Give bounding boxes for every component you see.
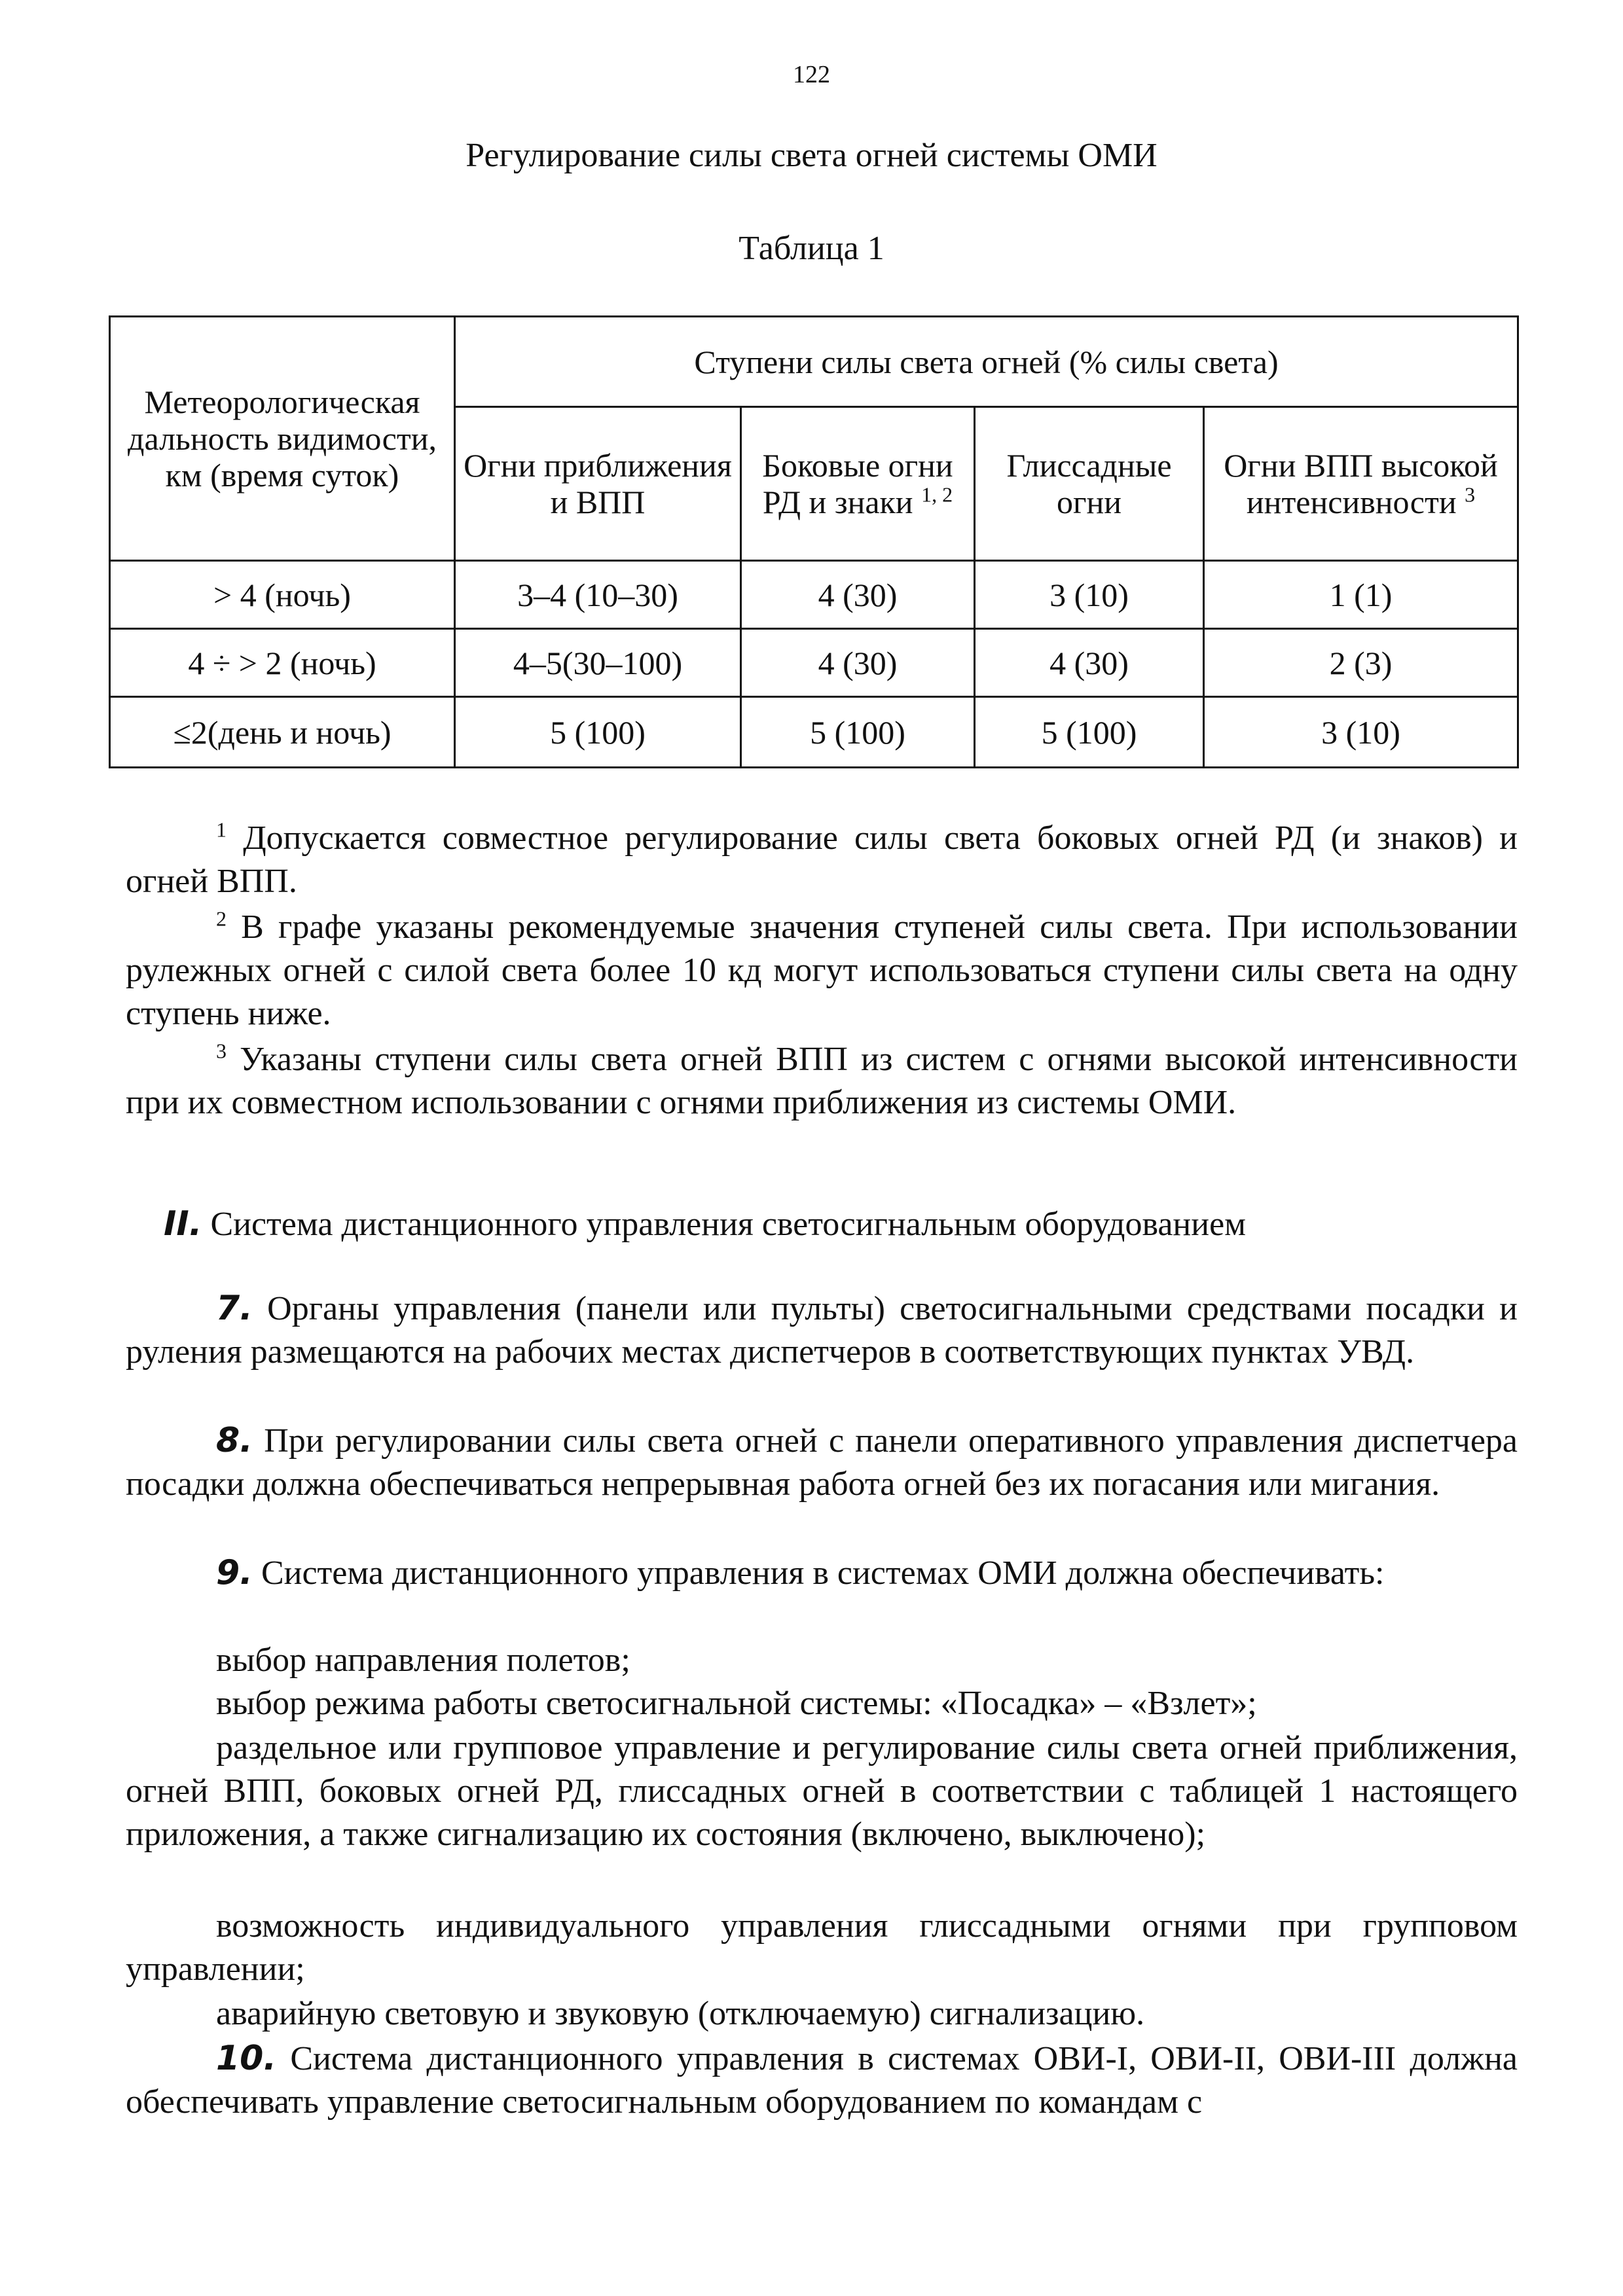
cell-glide: 3 (10) [975, 561, 1204, 629]
col-header-visibility: Метеорологическая дальность видимости, км (время суток) [110, 317, 455, 561]
cell-visibility: > 4 (ночь) [110, 561, 455, 629]
light-intensity-table [109, 315, 1519, 768]
side-lights-footnote-ref: 1, 2 [921, 482, 953, 507]
high-intensity-footnote-ref: 3 [1465, 482, 1476, 507]
list-item: возможность индивидуального управления глиссадными огнями при групповом управлении; [126, 1907, 1518, 1988]
cell-side: 5 (100) [741, 697, 975, 768]
cell-side: 4 (30) [741, 629, 975, 697]
section-number: II. [164, 1204, 202, 1244]
list-item: выбор направления полетов; [216, 1641, 630, 1679]
cell-glide: 5 (100) [975, 697, 1204, 768]
col-header-high-intensity [1204, 407, 1518, 561]
table-caption: Таблица 1 [739, 230, 884, 267]
paragraph-number: 9. [216, 1553, 253, 1592]
page-number: 122 [793, 61, 830, 88]
footnote-text: В графе указаны рекомендуемые значения ступеней силы света. При использовании рулежных огней с силой света более 10 кд могут использоваться ступени силы света на одну ступень ниже. [126, 908, 1518, 1032]
cell-high: 3 (10) [1204, 697, 1518, 768]
paragraph-8 [126, 1419, 1518, 1506]
cell-glide: 4 (30) [975, 629, 1204, 697]
footnote-2 [126, 906, 1518, 1035]
paragraph-text: При регулировании силы света огней с панели оперативного управления диспетчера посадки должна обеспечиваться непрерывная работа огней без их погасания или мигания. [126, 1422, 1518, 1503]
cell-high: 1 (1) [1204, 561, 1518, 629]
footnote-mark: 2 [216, 906, 227, 931]
table-row [110, 561, 1518, 629]
paragraph-7 [126, 1287, 1518, 1374]
list-item: раздельное или групповое управление и регулирование силы света огней приближения, огней ВПП, боковых огней РД, глиссадных огней в соответствии с таблицей 1 настоящего приложения, а также сигнализацию их состояния (включено, выключено); [126, 1729, 1518, 1853]
list-item: аварийную световую и звуковую (отключаемую) сигнализацию. [216, 1995, 1145, 2032]
paragraph-text: Органы управления (панели или пульты) светосигнальными средствами посадки и руления размещаются на рабочих местах диспетчеров в соответствующих пунктах УВД. [126, 1290, 1518, 1371]
cell-visibility: 4 ÷ > 2 (ночь) [110, 629, 455, 697]
list-item: выбор режима работы светосигнальной системы: «Посадка» – «Взлет»; [216, 1685, 1257, 1722]
side-lights-label: Боковые огни РД и знаки [762, 447, 953, 520]
paragraph-text: Система дистанционного управления в системах ОВИ-I, ОВИ-II, ОВИ-III должна обеспечивать управление светосигнальным оборудованием по командам с [126, 2040, 1518, 2121]
footnote-mark: 1 [216, 817, 227, 842]
cell-approach: 3–4 (10–30) [455, 561, 741, 629]
col-header-approach: Огни приближения и ВПП [455, 407, 741, 561]
cell-side: 4 (30) [741, 561, 975, 629]
paragraph-number: 10. [216, 2039, 277, 2078]
paragraph-number: 7. [216, 1289, 253, 1328]
paragraph-9 [126, 1551, 1518, 1595]
footnote-3 [126, 1038, 1518, 1124]
cell-approach: 5 (100) [455, 697, 741, 768]
footnote-mark: 3 [216, 1039, 227, 1063]
footnote-text: Указаны ступени силы света огней ВПП из систем с огнями высокой интенсивности при их совместном использовании с огнями приближения из системы ОМИ. [126, 1041, 1518, 1121]
high-intensity-label: Огни ВПП высокой интенсивности [1224, 447, 1498, 520]
paragraph-text: Система дистанционного управления в системах ОМИ должна обеспечивать: [261, 1554, 1385, 1592]
paragraph-number: 8. [216, 1421, 253, 1460]
table-row [110, 629, 1518, 697]
col-group-header: Ступени силы света огней (% силы света) [455, 317, 1518, 407]
cell-approach: 4–5(30–100) [455, 629, 741, 697]
cell-visibility: ≤2(день и ночь) [110, 697, 455, 768]
table-row [110, 697, 1518, 768]
footnote-1 [126, 817, 1518, 903]
col-header-side-lights [741, 407, 975, 561]
section-heading [164, 1204, 1246, 1244]
section-heading-text: Система дистанционного управления светосигнальным оборудованием [210, 1206, 1247, 1243]
col-header-glideslope: Глиссадные огни [975, 407, 1204, 561]
table-header-row [110, 317, 1518, 407]
document-title: Регулирование силы света огней системы ОМИ [465, 137, 1158, 174]
paragraph-10 [126, 2037, 1518, 2124]
cell-high: 2 (3) [1204, 629, 1518, 697]
footnote-text: Допускается совместное регулирование силы света боковых огней РД (и знаков) и огней ВПП. [126, 819, 1518, 900]
